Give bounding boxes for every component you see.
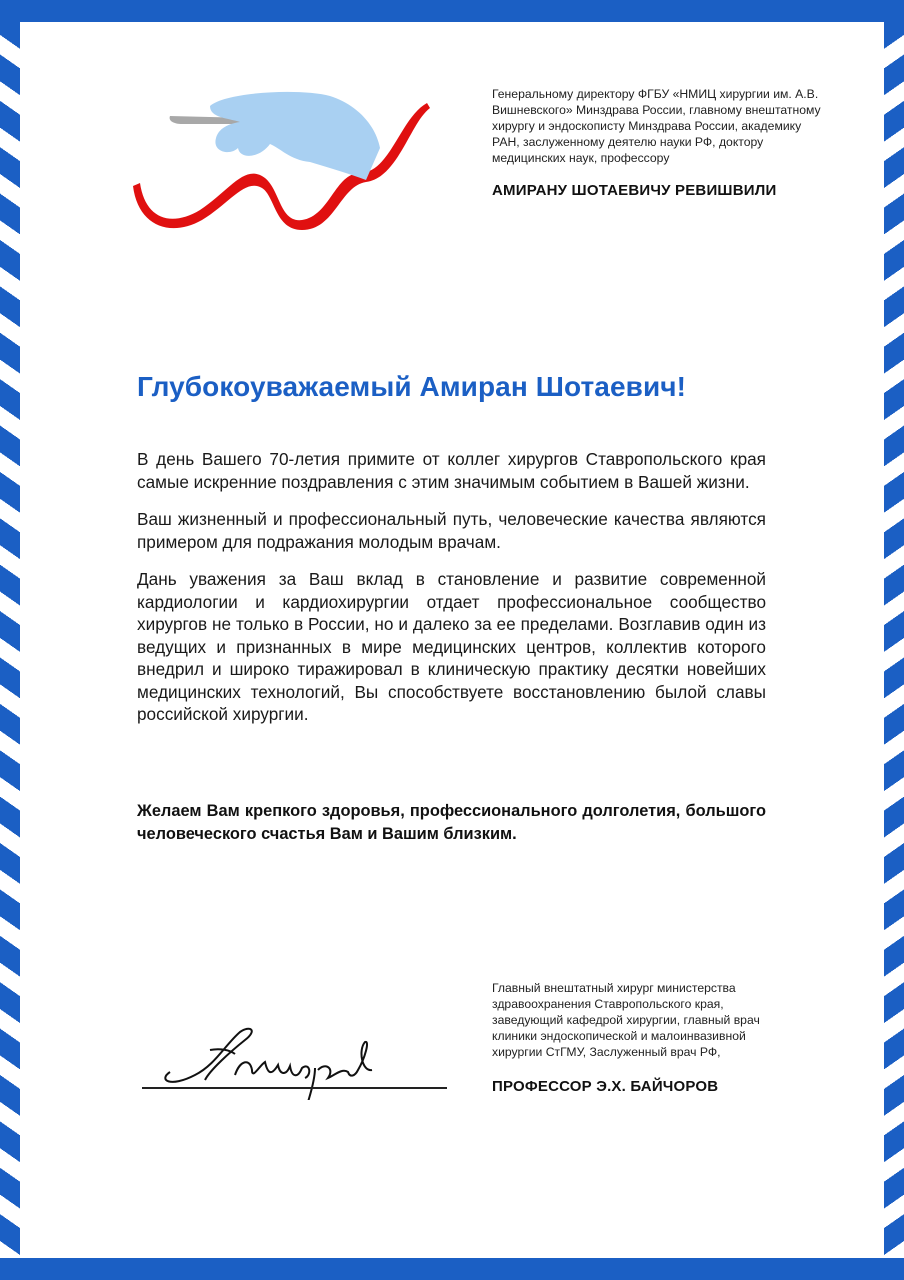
addressee-titles: Генеральному директору ФГБУ «НМИЦ хирургии им. А.В. Вишневского» Минздрава России, главному внештатному хирургу и эндоскописту Минздрава России, академику РАН, заслуженному деятелю науки РФ, доктору медицинских наук, профессору [492, 87, 821, 165]
greeting-heading: Глубокоуважаемый Амиран Шотаевич! [137, 371, 687, 402]
signer-block [492, 980, 792, 1095]
paragraph: Дань уважения за Ваш вклад в становление и развитие современной кардиологии и кардиохирургии отдает профессиональное сообщество хирургов не только в России, но и далеко за ее пределами. Возглавив один из ведущих и признанных в мире медицинских центров, коллектив которого внедрил и широко тиражировал в клиническую практику десятки новейших медицинских технологий, Вы способствуете восстановлению былой славы российской хирургии. [137, 569, 766, 724]
border-right-stripes [884, 22, 904, 1258]
wish-paragraph: Желаем Вам крепкого здоровья, профессионального долголетия, большого человеческого счастья Вам и Вашим близким. [137, 802, 766, 843]
border-bottom-band [0, 1258, 904, 1280]
border-top-band [0, 0, 904, 22]
signer-titles: Главный внештатный хирург министерства здравоохранения Ставропольского края, заведующий кафедрой хирургии, главный врач клиники эндоскопической и малоинвазивной хирургии СтГМУ, Заслуженный врач РФ, [492, 981, 760, 1059]
glove-shape [210, 92, 380, 180]
addressee-block [492, 86, 822, 199]
letter-body [137, 448, 766, 741]
signer-name: ПРОФЕССОР Э.Х. БАЙЧОРОВ [492, 1078, 719, 1095]
addressee-name: АМИРАНУ ШОТАЕВИЧУ РЕВИШВИЛИ [492, 182, 777, 199]
paragraph: В день Вашего 70-летия примите от коллег хирургов Ставропольского края самые искренние поздравления с этим значимым событием в Вашей жизни. [137, 449, 766, 492]
signature-line [142, 1087, 447, 1089]
border-left-stripes [0, 22, 20, 1258]
paragraph: Ваш жизненный и профессиональный путь, человеческие качества являются примером для подражания молодым врачам. [137, 509, 766, 552]
gloved-hand-scalpel-ribbon-icon [130, 78, 430, 248]
